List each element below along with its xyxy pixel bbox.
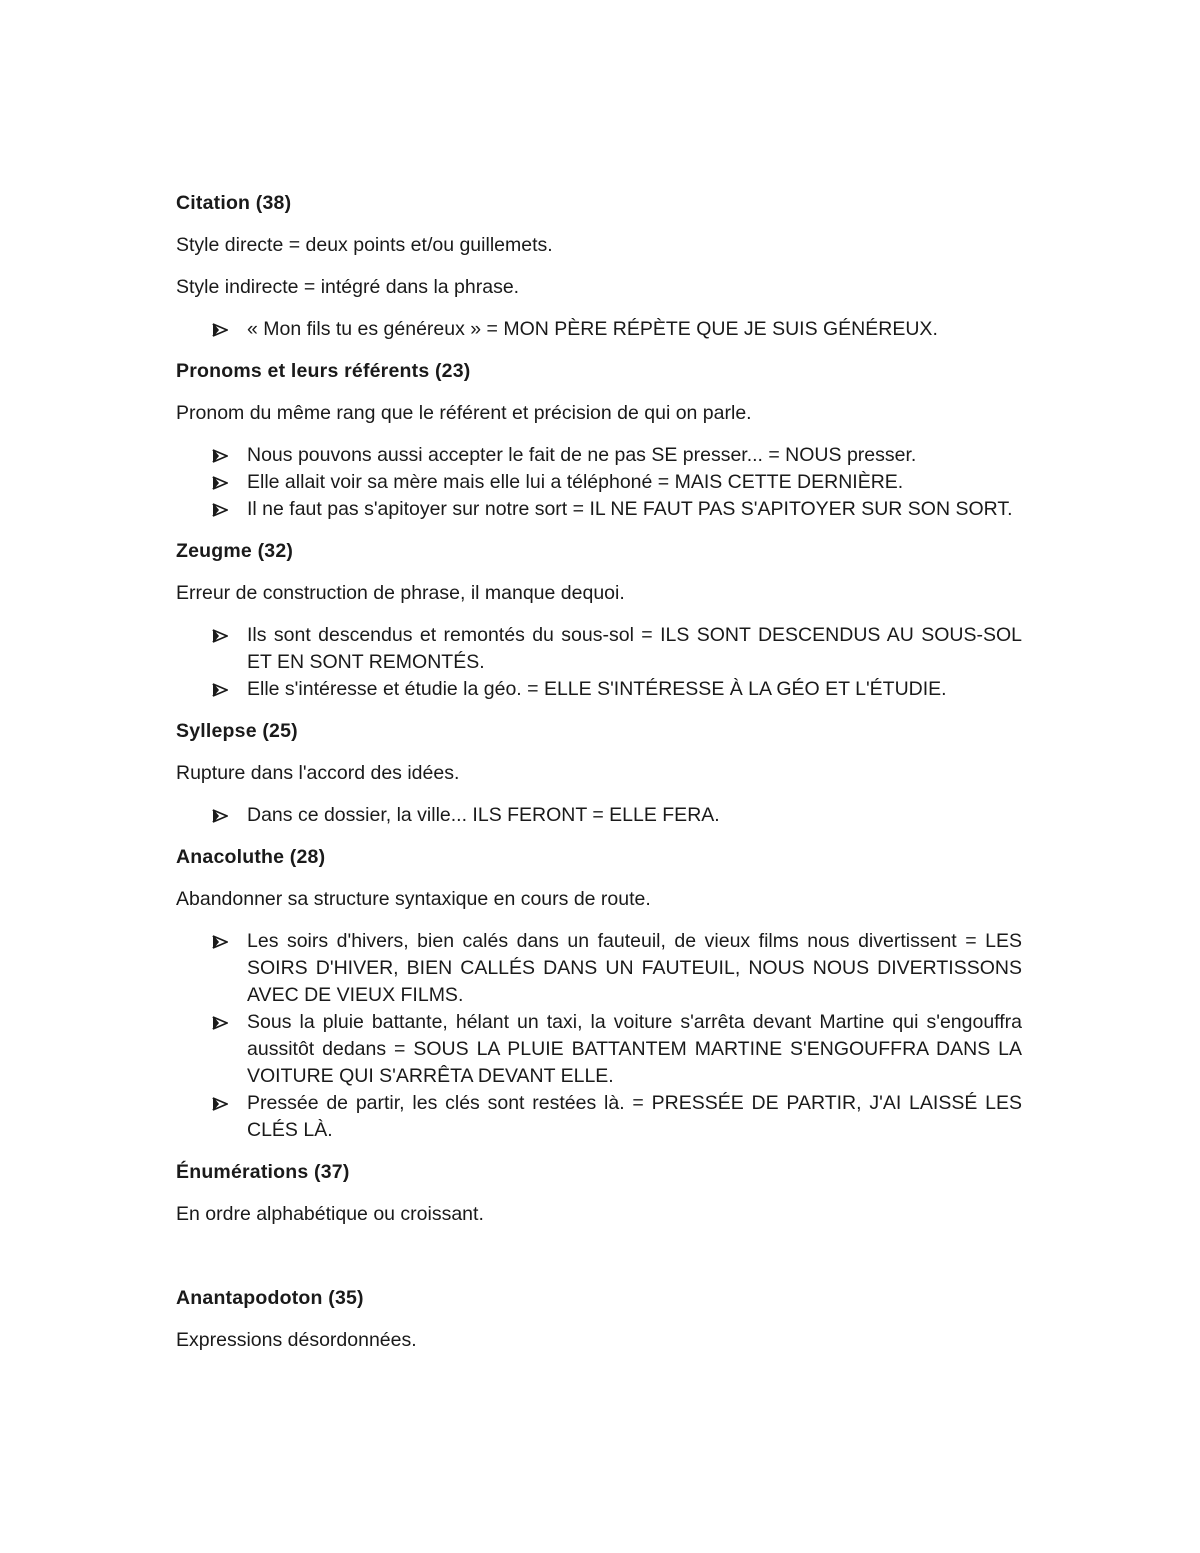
bullet-text: Les soirs d'hivers, bien calés dans un fauteuil, de vieux films nous divertissent = LES SOIRS D'HIVER, BIEN CALLÉS DANS UN FAUTEUIL, NOUS NOUS DIVERTISSONS AVEC DE VIEUX FILMS. bbox=[247, 930, 1022, 1006]
document-page bbox=[176, 190, 1022, 1369]
section-heading: Syllepse (25) bbox=[176, 720, 298, 742]
section-heading: Zeugme (32) bbox=[176, 540, 294, 562]
arrow-bullet-icon bbox=[212, 316, 232, 343]
bullet-list bbox=[176, 802, 1022, 829]
section-heading: Pronoms et leurs référents (23) bbox=[176, 360, 471, 382]
arrow-bullet-icon bbox=[212, 1009, 232, 1036]
arrow-bullet-icon bbox=[212, 496, 232, 523]
arrow-bullet-icon bbox=[212, 449, 228, 463]
bullet-item bbox=[176, 802, 1022, 829]
bullet-list bbox=[176, 316, 1022, 343]
bullet-item bbox=[176, 442, 1022, 469]
section-paragraph: Abandonner sa structure syntaxique en cours de route. bbox=[176, 888, 651, 910]
bullet-item bbox=[176, 622, 1022, 676]
section-heading: Anacoluthe (28) bbox=[176, 846, 326, 868]
bullet-list bbox=[176, 928, 1022, 1144]
bullet-text: Elle s'intéresse et étudie la géo. = ELLE S'INTÉRESSE À LA GÉO ET L'ÉTUDIE. bbox=[247, 678, 947, 700]
bullet-text: « Mon fils tu es généreux » = MON PÈRE RÉPÈTE QUE JE SUIS GÉNÉREUX. bbox=[247, 318, 938, 340]
arrow-bullet-icon bbox=[212, 935, 228, 949]
arrow-bullet-icon bbox=[212, 442, 232, 469]
arrow-bullet-icon bbox=[212, 676, 232, 703]
arrow-bullet-icon bbox=[212, 928, 232, 955]
arrow-bullet-icon bbox=[212, 476, 228, 490]
bullet-item bbox=[176, 1090, 1022, 1144]
bullet-text: Sous la pluie battante, hélant un taxi, la voiture s'arrêta devant Martine qui s'engouffra aussitôt dedans = SOUS LA PLUIE BATTANTEM MARTINE S'ENGOUFFRA DANS LA VOITURE QUI S'ARRÊTA DEVANT ELLE. bbox=[247, 1011, 1022, 1087]
bullet-item bbox=[176, 496, 1022, 523]
arrow-bullet-icon bbox=[212, 1016, 228, 1030]
bullet-list bbox=[176, 622, 1022, 703]
bullet-text: Il ne faut pas s'apitoyer sur notre sort = IL NE FAUT PAS S'APITOYER SUR SON SORT. bbox=[247, 498, 1013, 520]
section-paragraph: Pronom du même rang que le référent et précision de qui on parle. bbox=[176, 402, 752, 424]
section-paragraph: Erreur de construction de phrase, il manque dequoi. bbox=[176, 582, 625, 604]
bullet-text: Dans ce dossier, la ville... ILS FERONT = ELLE FERA. bbox=[247, 804, 720, 826]
bullet-text: Pressée de partir, les clés sont restées là. = PRESSÉE DE PARTIR, J'AI LAISSÉ LES CLÉS LÀ. bbox=[247, 1092, 1022, 1141]
section-heading: Énumérations (37) bbox=[176, 1161, 350, 1183]
blank-line bbox=[176, 1243, 1022, 1285]
arrow-bullet-icon bbox=[212, 323, 228, 337]
arrow-bullet-icon bbox=[212, 809, 228, 823]
section-paragraph: Style indirecte = intégré dans la phrase. bbox=[176, 276, 520, 298]
arrow-bullet-icon bbox=[212, 802, 232, 829]
section-heading: Anantapodoton (35) bbox=[176, 1287, 364, 1309]
bullet-text: Elle allait voir sa mère mais elle lui a téléphoné = MAIS CETTE DERNIÈRE. bbox=[247, 471, 904, 493]
arrow-bullet-icon bbox=[212, 629, 228, 643]
bullet-item bbox=[176, 928, 1022, 1009]
bullet-list bbox=[176, 442, 1022, 523]
bullet-item bbox=[176, 676, 1022, 703]
arrow-bullet-icon bbox=[212, 503, 228, 517]
arrow-bullet-icon bbox=[212, 1097, 228, 1111]
arrow-bullet-icon bbox=[212, 683, 228, 697]
bullet-item bbox=[176, 469, 1022, 496]
arrow-bullet-icon bbox=[212, 622, 232, 649]
section-paragraph: Rupture dans l'accord des idées. bbox=[176, 762, 460, 784]
bullet-text: Ils sont descendus et remontés du sous-sol = ILS SONT DESCENDUS AU SOUS-SOL ET EN SONT REMONTÉS. bbox=[247, 624, 1022, 673]
section-paragraph: En ordre alphabétique ou croissant. bbox=[176, 1203, 484, 1225]
section-paragraph: Expressions désordonnées. bbox=[176, 1329, 417, 1351]
bullet-item bbox=[176, 1009, 1022, 1090]
arrow-bullet-icon bbox=[212, 469, 232, 496]
arrow-bullet-icon bbox=[212, 1090, 232, 1117]
section-heading: Citation (38) bbox=[176, 192, 292, 214]
section-paragraph: Style directe = deux points et/ou guillemets. bbox=[176, 234, 553, 256]
bullet-text: Nous pouvons aussi accepter le fait de ne pas SE presser... = NOUS presser. bbox=[247, 444, 917, 466]
bullet-item bbox=[176, 316, 1022, 343]
